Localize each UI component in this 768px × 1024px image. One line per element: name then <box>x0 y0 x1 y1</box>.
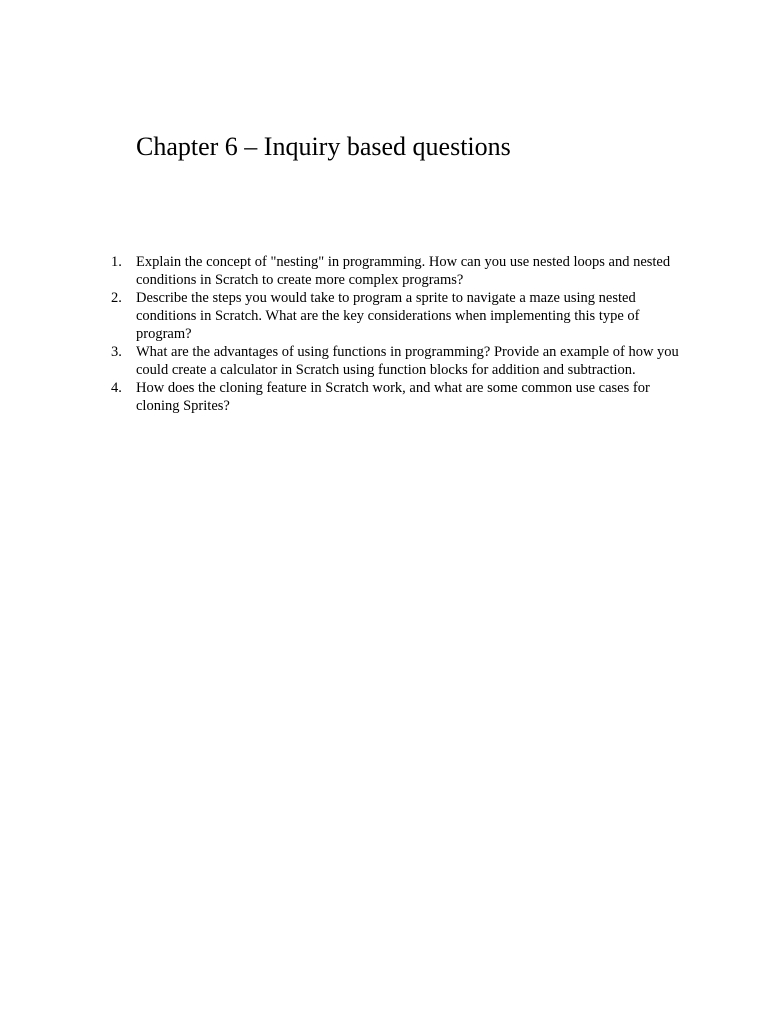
question-number: 1. <box>111 254 122 270</box>
question-item-3 <box>111 343 680 379</box>
question-item-2 <box>111 289 680 343</box>
question-text: Explain the concept of "nesting" in programming. How can you use nested loops and nested conditions in Scratch to create more complex programs? <box>136 254 671 288</box>
question-item-1 <box>111 253 680 289</box>
question-list <box>111 253 680 415</box>
question-number: 4. <box>111 380 122 396</box>
question-item-4 <box>111 379 680 415</box>
question-number: 2. <box>111 290 122 306</box>
question-text: Describe the steps you would take to program a sprite to navigate a maze using nested conditions in Scratch. What are the key considerations when implementing this type of program? <box>136 290 640 342</box>
question-text: What are the advantages of using functions in programming? Provide an example of how you could create a calculator in Scratch using function blocks for addition and subtraction. <box>136 344 679 378</box>
question-number: 3. <box>111 344 122 360</box>
question-text: How does the cloning feature in Scratch work, and what are some common use cases for cloning Sprites? <box>136 380 650 414</box>
chapter-title: Chapter 6 – Inquiry based questions <box>136 132 511 161</box>
